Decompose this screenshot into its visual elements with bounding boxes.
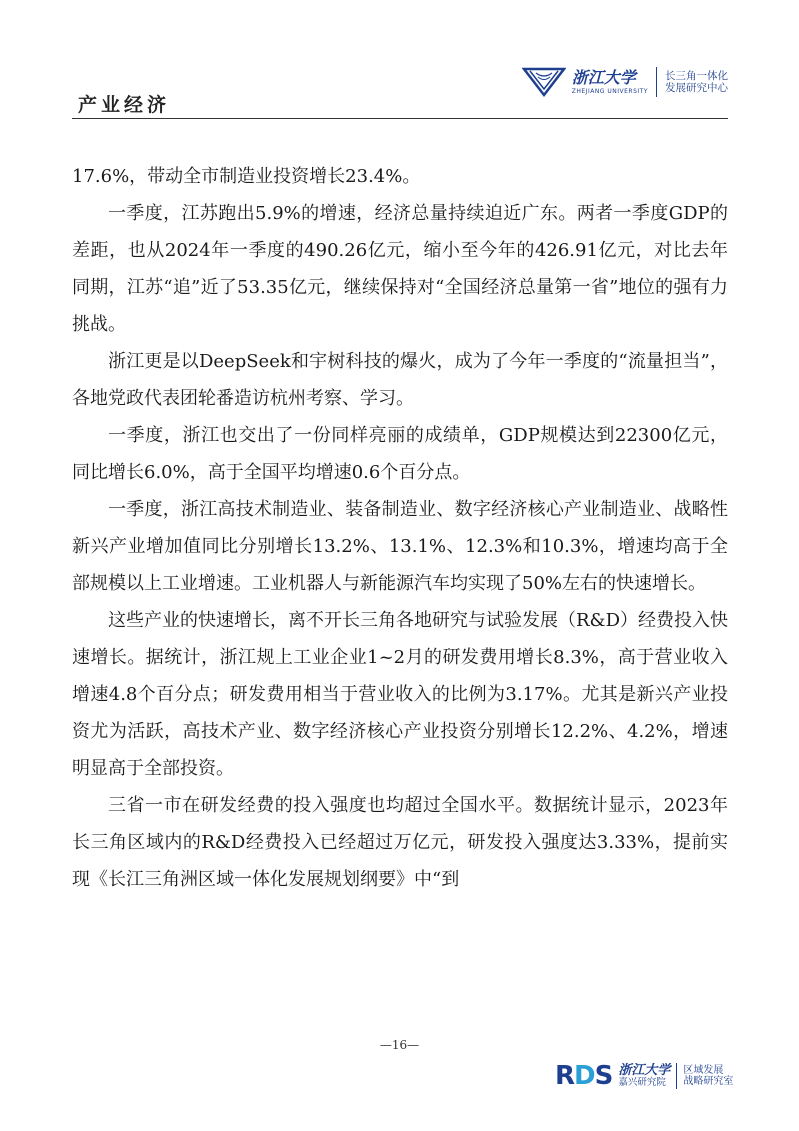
rds-letter-d: D xyxy=(574,1061,595,1091)
section-title: 产业经济 xyxy=(78,94,171,116)
header-logo xyxy=(522,62,728,102)
paragraph: 浙江更是以DeepSeek和宇树科技的爆火，成为了今年一季度的“流量担当”，各地党政代表团轮番造访杭州考察、学习。 xyxy=(72,351,728,409)
office-name-line2: 战略研究室 xyxy=(683,1076,734,1087)
center-name-line1: 长三角一体化 xyxy=(665,69,728,82)
paragraph: 一季度，江苏跑出5.9%的增速，经济总量持续迫近广东。两者一季度GDP的差距，也从2024年一季度的490.26亿元，缩小至今年的426.91亿元，对比去年同期，江苏“追”近了53.35亿元，继续保持对“全国经济总量第一省”地位的强有力挑战。 xyxy=(72,203,728,335)
paragraph: 一季度，浙江也交出了一份同样亮丽的成绩单，GDP规模达到22300亿元，同比增长6.0%，高于全国平均增速0.6个百分点。 xyxy=(72,425,728,483)
footer-logo-divider xyxy=(676,1063,677,1089)
rds-logo xyxy=(555,1061,612,1091)
footer-institute-name: 嘉兴研究院 xyxy=(618,1076,666,1088)
university-english-name: ZHEJIANG UNIVERSITY xyxy=(571,87,648,95)
center-name-line2: 发展研究中心 xyxy=(665,82,728,94)
paragraph: 一季度，浙江高技术制造业、装备制造业、数字经济核心产业制造业、战略性新兴产业增加值同比分别增长13.2%、13.1%、12.3%和10.3%，增速均高于全部规模以上工业增速。工业机器人与新能源汽车均实现了50%左右的快速增长。 xyxy=(72,499,728,594)
logo-divider xyxy=(656,67,657,97)
rds-letter-s: S xyxy=(594,1061,613,1091)
article-body xyxy=(72,158,728,898)
header-divider xyxy=(72,118,728,119)
paragraph: 三省一市在研发经费的投入强度也均超过全国水平。数据统计显示，2023年长三角区域内的R&D经费投入已经超过万亿元，研发投入强度达3.33%，提前实现《长江三角洲区域一体化发展规划纲要》中“到 xyxy=(72,795,728,890)
paragraph: 17.6%，带动全市制造业投资增长23.4%。 xyxy=(72,166,421,187)
paragraph: 这些产业的快速增长，离不开长三角各地研究与试验发展（R&D）经费投入快速增长。据统计，浙江规上工业企业1~2月的研发费用增长8.3%，高于营业收入增速4.8个百分点；研发费用相当于营业收入的比例为3.17%。尤其是新兴产业投资尤为活跃，高技术产业、数字经济核心产业投资分别增长12.2%、4.2%，增速明显高于全部投资。 xyxy=(72,610,729,779)
page-header xyxy=(72,62,728,120)
rds-letter-r: R xyxy=(555,1061,575,1091)
office-name-line1: 区域发展 xyxy=(683,1064,724,1076)
university-name: 浙江大学 xyxy=(571,67,636,87)
zju-emblem-icon xyxy=(522,65,566,99)
page-number: —16— xyxy=(379,1038,420,1052)
footer-university-name: 浙江大学 xyxy=(618,1062,671,1078)
footer-logo xyxy=(555,1058,733,1094)
research-center-name xyxy=(665,70,728,94)
